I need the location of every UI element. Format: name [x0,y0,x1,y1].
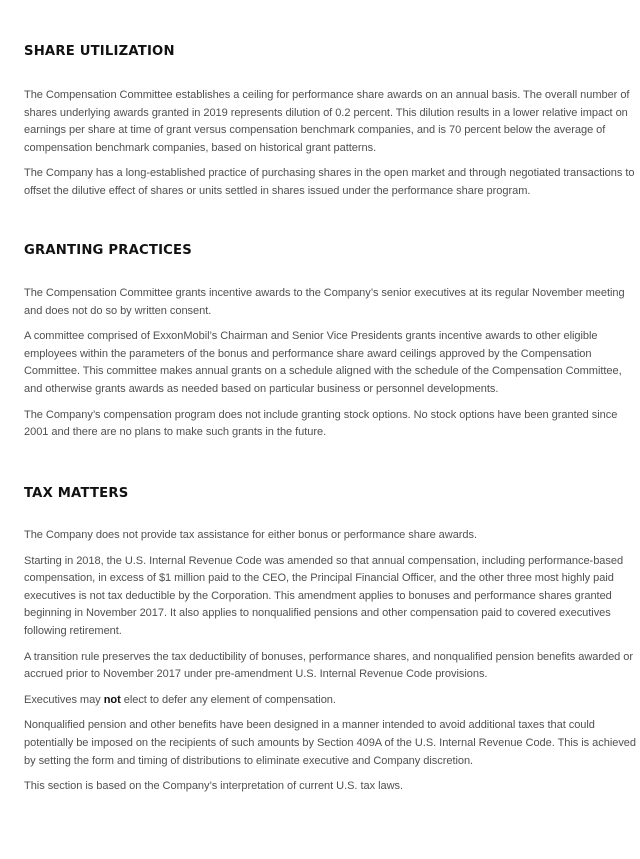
paragraph: The Compensation Committee grants incentive awards to the Company’s senior executives at its regular November meeting and does not do so by written consent. [24,287,625,317]
section-body-granting-practices [24,285,638,450]
section-share-utilization [24,44,638,59]
paragraph: The Company does not provide tax assistance for either bonus or performance share awards. [24,529,478,541]
paragraph-executives-note [24,692,638,710]
section-heading: SHARE UTILIZATION [24,44,175,59]
paragraph: Nonqualified pension and other benefits have been designed in a manner intended to avoid additional taxes that could potentially be imposed on the recipients of such amounts by Section 409A of the U.S. Internal Revenue Code. This is achieved by setting the form and timing of distributions to eliminate executive and Company discretion. [24,719,636,767]
section-body-share-utilization [24,87,638,209]
section-heading: GRANTING PRACTICES [24,243,192,258]
emphasis-not: not [103,693,121,706]
paragraph: The Company has a long-established practice of purchasing shares in the open market and through negotiated transactions to offset the dilutive effect of shares or units settled in shares issued under the performance share program. [24,167,635,197]
paragraph: Starting in 2018, the U.S. Internal Revenue Code was amended so that annual compensation, including performance-based compensation, in excess of $1 million paid to the CEO, the Principal Financial Officer, and the other three most highly paid executives is not tax deductible by the Corporation. This amendment applies to bonuses and performance shares granted beginning in November 2017. It also applies to nonqualified pensions and other compensation paid to covered executives following retirement. [24,554,624,637]
note-text: elect to defer any element of compensation. [120,693,336,706]
paragraph: A committee comprised of ExxonMobil’s Chairman and Senior Vice Presidents grants incentive awards to other eligible employees within the parameters of the bonus and performance share award ceilings approved by the Compensation Committee. This committee makes annual grants on a schedule aligned with the schedule of the Compensation Committee, and otherwise grants awards as needed based on particular business or personnel developments. [24,330,622,395]
section-tax-matters [24,486,638,501]
section-body-tax-matters [24,527,638,804]
section-granting-practices [24,243,638,258]
note-text: Executives may [24,693,104,706]
paragraph: The Compensation Committee establishes a ceiling for performance share awards on an annual basis. The overall number of shares underlying awards granted in 2019 represents dilution of 0.2 percent. This dilution results in a lower relative impact on earnings per share at time of grant versus compensation benchmark companies, and is 70 percent below the average of compensation benchmark companies, based on historical grant patterns. [24,89,630,154]
paragraph: This section is based on the Company’s interpretation of current U.S. tax laws. [24,780,403,793]
section-heading: TAX MATTERS [24,486,129,501]
paragraph: A transition rule preserves the tax deductibility of bonuses, performance shares, and nonqualified pension benefits awarded or accrued prior to November 2017 under pre-amendment U.S. Internal Revenue Code provisions. [24,650,634,681]
paragraph: The Company’s compensation program does not include granting stock options. No stock options have been granted since 2001 and there are no plans to make such grants in the future. [24,408,618,439]
